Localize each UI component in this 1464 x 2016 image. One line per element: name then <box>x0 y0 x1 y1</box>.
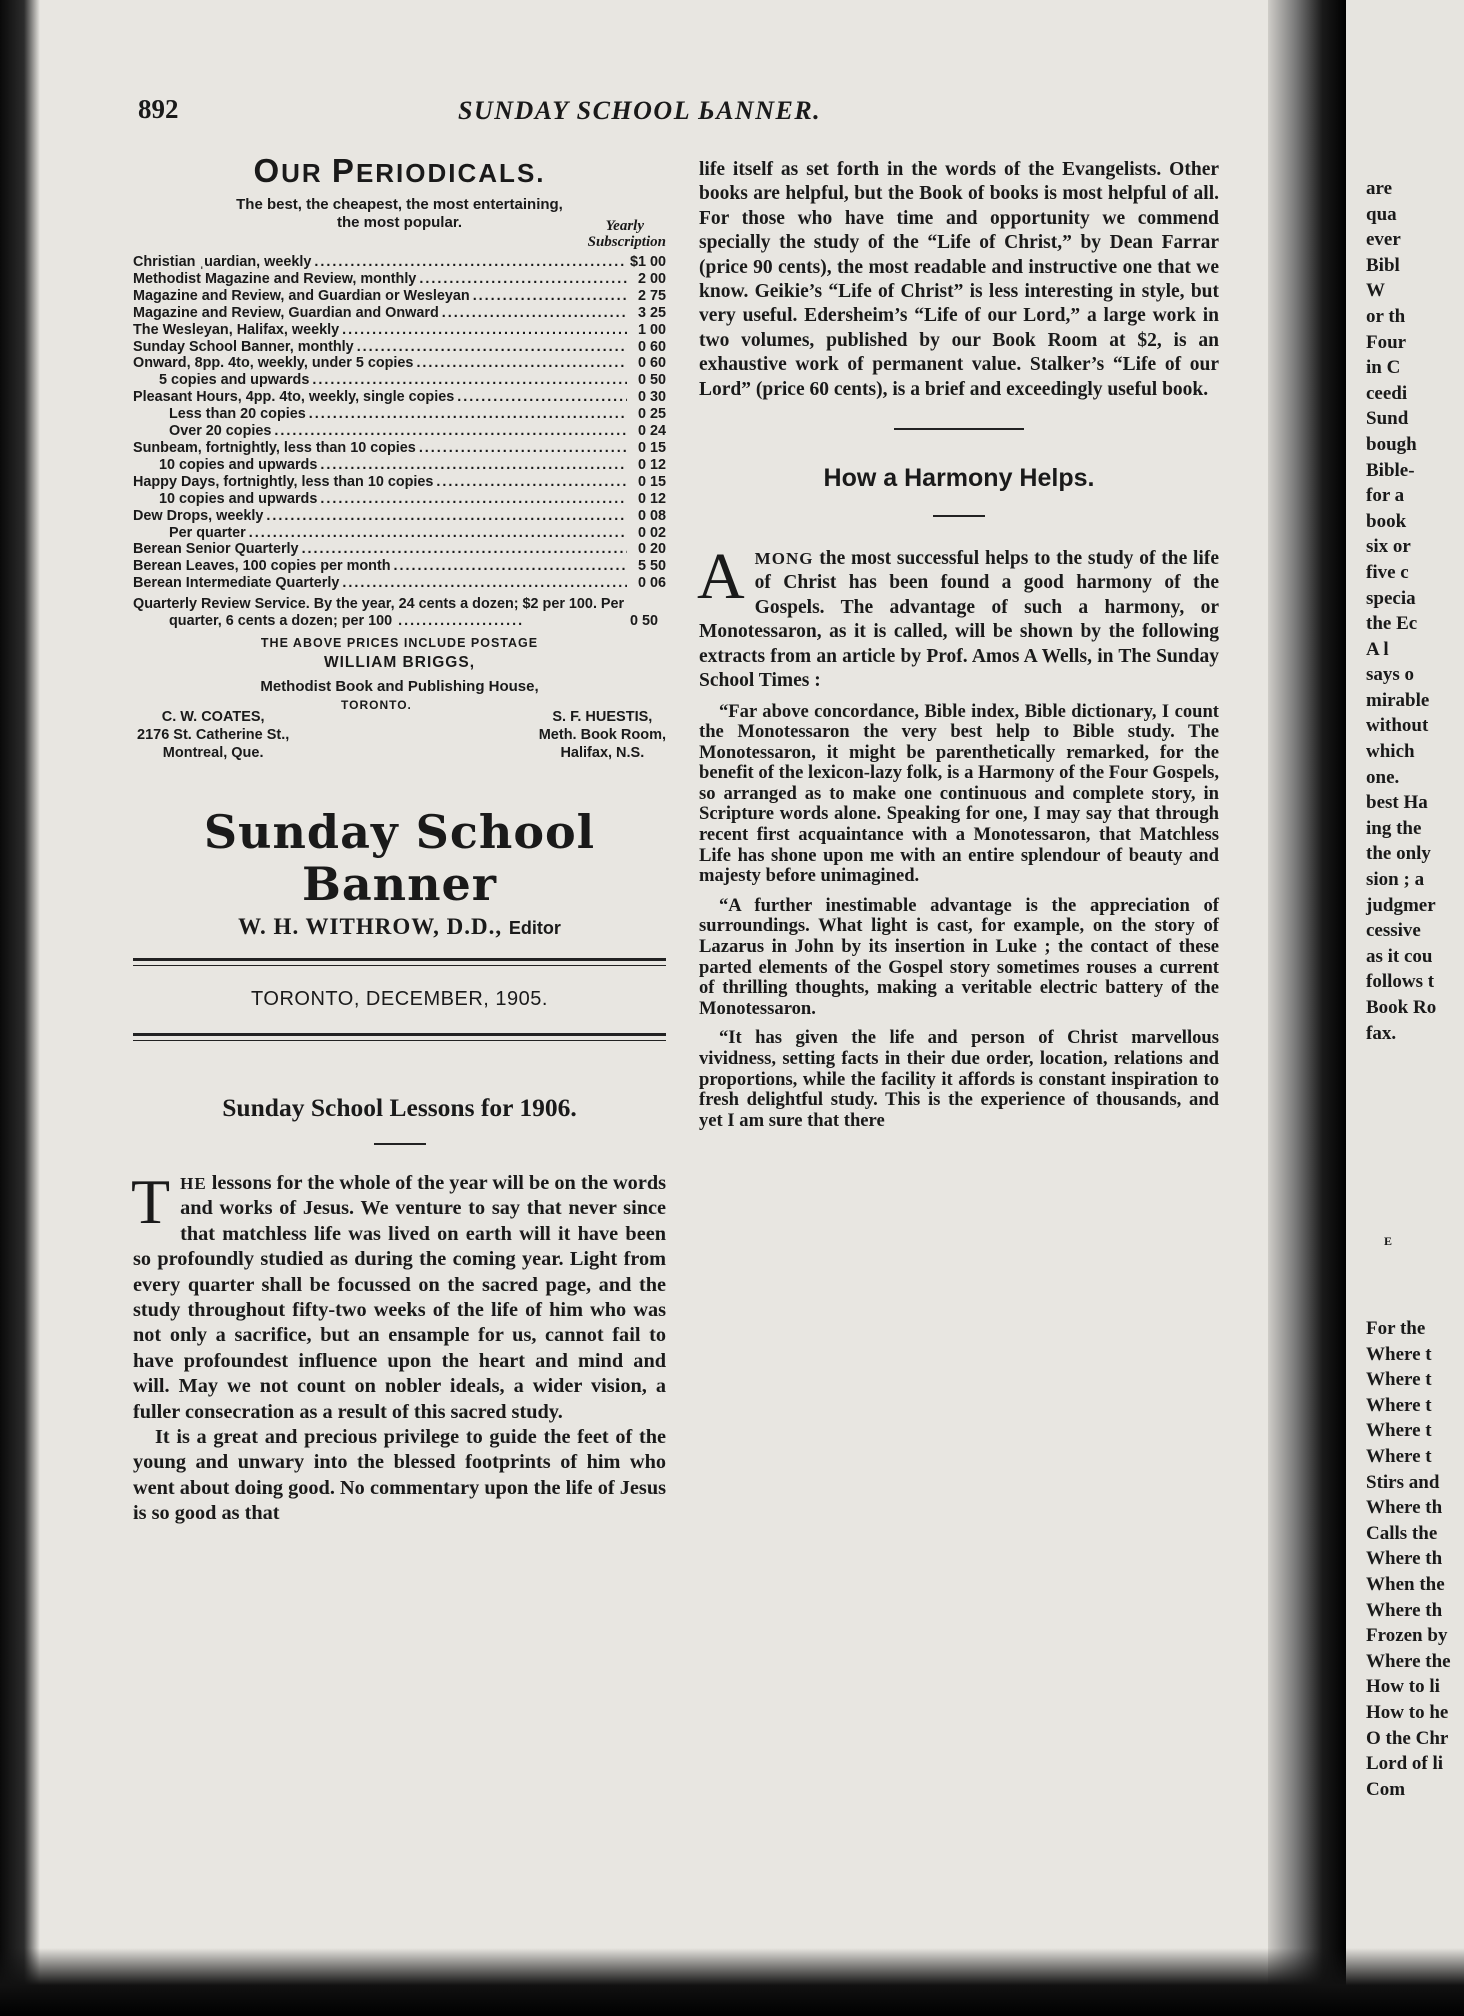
price-row <box>133 339 666 356</box>
price-row <box>133 305 666 322</box>
periodical-price: 0 30 <box>637 389 666 406</box>
next-page-line: or th <box>1366 305 1406 327</box>
next-page-line: mirable <box>1366 689 1430 711</box>
price-row <box>133 457 666 474</box>
periodical-price: 0 12 <box>637 490 666 507</box>
periodical-name: Over 20 copies <box>169 423 272 440</box>
harmony-lead-text: the most successful helps to the study of the life of Christ has been found a good harmony of the Gospels. The advantage of such a harmony, or Monotessaron, as it is called, will be shown by the following extracts from an article by Prof. Amos A Wells, in The Sunday School Times : <box>699 548 1219 692</box>
periodical-name: 10 copies and upwards <box>159 490 318 507</box>
leader-dots <box>312 372 627 389</box>
next-page-line: which <box>1366 741 1415 763</box>
city: TORONTO. <box>341 697 412 712</box>
leader-dots <box>274 423 627 440</box>
lessons-paragraph-2: It is a great and precious privilege to guide the feet of the young and unwary into the blessed footprints of him who went about doing good. No commentary upon the life of Jesus is so good as that <box>133 1426 666 1525</box>
short-rule <box>933 515 985 517</box>
periodical-name: Berean Senior Quarterly <box>133 541 299 558</box>
price-row <box>133 525 666 542</box>
quote-paragraph-2: “A further inestimable advantage is the appreciation of surroundings. What light is cast, for example, on the story of Lazarus in John by its insertion in Luke ; the contact of these parted elements of the Gospel story sometimes rouses a current of thrilling thoughts, making a veritable electric battery of the Monotessaron. <box>699 894 1219 1019</box>
leader-dots <box>302 541 627 558</box>
lead-first-word: MONG <box>754 549 814 569</box>
leader-dots <box>342 575 627 592</box>
leader-dots <box>357 339 627 356</box>
lessons-lead-paragraph <box>131 1165 666 1425</box>
next-page-line: best Ha <box>1366 792 1428 814</box>
double-rule-bottom <box>133 1033 666 1041</box>
next-page-line: Book Ro <box>1366 997 1437 1018</box>
next-page-line: the only <box>1366 843 1431 865</box>
leader-dots <box>457 389 627 406</box>
next-page-line: Where t <box>1366 1445 1432 1467</box>
next-page-line: fax. <box>1366 1022 1397 1044</box>
periodical-name: Berean Leaves, 100 copies per month <box>133 558 391 575</box>
next-page-line: ceedi <box>1366 382 1408 404</box>
next-page-upper-text <box>1366 176 1436 1046</box>
price-row <box>133 491 666 508</box>
agent-right-line1: S. F. HUESTIS, <box>552 708 653 725</box>
next-page-line: For the <box>1366 1318 1426 1339</box>
price-row <box>133 355 666 372</box>
next-page-line: Where t <box>1366 1394 1432 1416</box>
price-row <box>133 423 666 440</box>
periodical-price: 0 25 <box>637 406 666 423</box>
publishing-house: Methodist Book and Publishing House, <box>260 677 539 695</box>
periodical-name: Per quarter <box>169 524 246 541</box>
binding-gutter <box>1268 0 1346 2016</box>
periodical-price: 2 00 <box>637 270 666 287</box>
publisher-name: WILLIAM BRIGGS, <box>323 653 476 671</box>
agent-montreal <box>137 708 289 762</box>
periodicals-title-part1: UR <box>281 158 332 188</box>
next-page-line: ing the <box>1366 817 1422 839</box>
next-page-line: How to li <box>1366 1676 1440 1698</box>
next-page-line: judgmer <box>1366 894 1436 916</box>
leader-dots <box>320 491 627 508</box>
masthead-title: Sunday School Banner <box>203 804 596 911</box>
next-page-line: bough <box>1366 433 1417 455</box>
next-page-line: the Ec <box>1366 613 1418 635</box>
price-row <box>133 474 666 491</box>
right-column <box>699 158 1219 1131</box>
running-title: SUNDAY SCHOOL ЬANNER. <box>458 96 822 125</box>
running-head <box>138 94 878 134</box>
periodicals-subtitle-line1: The best, the cheapest, the most entertaining, <box>236 196 563 213</box>
scan-bottom-edge <box>0 1948 1464 2016</box>
lessons-body <box>133 1425 666 1527</box>
next-page-line: Frozen by <box>1366 1625 1448 1647</box>
quotations <box>699 702 1219 1132</box>
next-page-line: without <box>1366 715 1429 737</box>
price-row <box>133 508 666 525</box>
periodical-name: Sunday School Banner, monthly <box>133 338 354 355</box>
leader-dots <box>394 558 627 575</box>
periodical-price: 0 06 <box>637 575 666 592</box>
lead-first-word: HE <box>180 1173 207 1193</box>
agent-left-line2: 2176 St. Catherine St., <box>137 726 290 743</box>
short-rule <box>894 428 1024 430</box>
periodicals-title <box>133 150 666 194</box>
continuation-text <box>699 158 1219 402</box>
agent-right-line3: Halifax, N.S. <box>560 744 645 761</box>
next-page-line: in C <box>1366 357 1401 379</box>
next-page-line: Four <box>1366 331 1407 353</box>
next-page-line: Where th <box>1366 1599 1443 1621</box>
next-page-line: six or <box>1366 536 1411 558</box>
dateline: TORONTO, DECEMBER, 1905. <box>251 987 548 1010</box>
leader-dots <box>473 288 627 305</box>
periodical-price: $1 00 <box>629 254 666 270</box>
periodicals-title-initial: O <box>253 152 282 189</box>
periodical-name: 10 copies and upwards <box>159 456 318 473</box>
next-page-lower-text <box>1366 1316 1451 1802</box>
periodical-price: 0 60 <box>637 338 666 355</box>
periodical-name: Less than 20 copies <box>169 406 306 423</box>
periodical-price: 0 15 <box>637 473 666 490</box>
periodical-price: 1 00 <box>637 321 666 338</box>
leader-dots <box>266 508 627 525</box>
price-row <box>133 254 666 271</box>
periodical-price: 0 50 <box>637 372 666 389</box>
lessons-lead-text: lessons for the whole of the year will be on the words and works of Jesus. We venture to say that never since that matchless life was lived on earth will it have been so profoundly studied as during the coming year. Light from every quarter shall be focussed on the sacred page, and the study throughout fifty-two weeks of the life of him who was not only a sacrifice, but an ensample for us, cannot fail to have profoundest influence upon the heart and mind and will. May we not count on nobler ideals, a wider vision, a fuller consecration as a result of this sacred study. <box>133 1171 666 1423</box>
periodicals-subtitle-line2: the most popular. <box>336 214 462 231</box>
price-row: Quarterly Review Service. By the year, 24 cents a dozen; $2 per 100. Per quarter, 6 cents a dozen; per 100 ..................... 0 50 <box>133 596 659 630</box>
leader-dots <box>419 271 627 288</box>
harmony-lead-paragraph <box>697 540 1219 693</box>
agent-right-line2: Meth. Book Room, <box>538 726 666 743</box>
periodical-name: Pleasant Hours, 4pp. 4to, weekly, single copies <box>133 389 455 406</box>
quarterly-review-entry <box>133 596 666 630</box>
harmony-heading: How a Harmony Helps. <box>823 464 1095 493</box>
periodical-price: 0 20 <box>637 541 666 558</box>
price-row <box>133 389 666 406</box>
next-page-line: Where t <box>1366 1343 1432 1365</box>
next-page-line: Stirs and <box>1366 1471 1440 1493</box>
next-page-line: Where t <box>1366 1420 1432 1442</box>
leader-dots <box>416 355 627 372</box>
next-page-line: Where th <box>1366 1497 1443 1519</box>
next-page-line: Calls the <box>1366 1522 1438 1544</box>
price-row <box>133 288 666 305</box>
next-page-line: Where the <box>1366 1650 1451 1672</box>
next-page-line: five c <box>1366 561 1409 583</box>
periodical-name: Christian ˌuardian, weekly <box>133 254 312 270</box>
next-page-line: as it cou <box>1366 945 1433 967</box>
price-list <box>133 254 666 592</box>
price-row <box>133 406 666 423</box>
periodical-name: Magazine and Review, and Guardian or Wesleyan <box>133 287 470 304</box>
periodicals-title-part2: ERIODICALS. <box>355 158 546 188</box>
periodical-price: 5 50 <box>637 558 666 575</box>
next-page-line: ever <box>1366 229 1401 251</box>
page-number: 892 <box>138 94 179 124</box>
masthead-editor <box>133 914 666 940</box>
next-page-line: Bibl <box>1366 254 1400 276</box>
dropcap-a: A <box>697 540 745 614</box>
periodical-name: Onward, 8pp. 4to, weekly, under 5 copies <box>133 355 414 372</box>
next-page-line: are <box>1366 178 1393 199</box>
periodical-name: Dew Drops, weekly <box>133 507 264 524</box>
postage-note: THE ABOVE PRICES INCLUDE POSTAGE <box>260 635 539 650</box>
next-page-line: Where t <box>1366 1369 1432 1391</box>
leader-dots <box>249 525 627 542</box>
agents-block <box>133 696 666 762</box>
next-page-line: W <box>1366 280 1385 302</box>
periodical-price: 0 02 <box>637 524 666 541</box>
price-row <box>133 372 666 389</box>
quote-paragraph-1: “Far above concordance, Bible index, Bible dictionary, I count the Monotessaron the very best help to Bible study. The Monotessaron, it might be parenthetically remarked, for the benefit of the lexicon-lazy folk, is a Harmony of the Four Gospels, so arranged as to make one continuous and complete story, in Scripture words alone. Speaking for one, I may say that through recent first acquaintance with a Monotessaron, that Matchless Life has shone upon me with an entire splendour of beauty and majesty before unimagined. <box>699 700 1219 887</box>
agent-left-line3: Montreal, Que. <box>162 744 264 761</box>
next-page-line: When the <box>1366 1573 1445 1595</box>
quote-block <box>699 702 1219 1132</box>
agent-halifax <box>539 708 666 762</box>
next-page-line: follows t <box>1366 971 1435 993</box>
periodical-price: 3 25 <box>637 304 666 321</box>
leader-dots <box>419 440 627 457</box>
next-page-line: says o <box>1366 664 1415 686</box>
periodical-name: Magazine and Review, Guardian and Onward <box>133 304 439 321</box>
leader-dots <box>342 322 627 339</box>
continuation-paragraph: life itself as set forth in the words of the Evangelists. Other books are helpful, but the Book of books is most helpful of all. For those who have time and opportunity we commend specially the study of the “Life of Christ,” by Dean Farrar (price 90 cents), the most readable and instructive one that we know. Geikie’s “Life of Christ” is less interesting in style, but very useful. Edersheim’s “Life of our Lord,” a large work in two volumes, published by our Book Room at $2, is an exhaustive work of permanent value. Stalker’s “Life of our Lord” (price 60 cents), is a brief and exceedingly useful book. <box>699 159 1219 400</box>
quarterly-review-text: Quarterly Review Service. By the year, 24 cents a dozen; $2 per 100. Per quarter, 6 cents a dozen; per 100 <box>133 596 625 630</box>
periodical-price: 0 12 <box>637 456 666 473</box>
next-page-line: Sund <box>1366 408 1409 430</box>
double-rule-top <box>133 958 666 966</box>
editor-label: Editor <box>508 917 561 938</box>
left-column <box>133 150 666 1527</box>
periodical-name: Happy Days, fortnightly, less than 10 copies <box>133 473 434 490</box>
next-page-line: Where th <box>1366 1548 1443 1570</box>
leader-dots <box>320 457 627 474</box>
price-row <box>133 271 666 288</box>
next-page-line: sion ; a <box>1366 869 1425 891</box>
next-page-line: O the Chr <box>1366 1727 1449 1749</box>
next-page-fragment: E <box>1384 1234 1394 1248</box>
next-page-line: How to he <box>1366 1701 1449 1723</box>
short-rule <box>374 1143 426 1145</box>
periodical-price: 0 60 <box>637 355 666 372</box>
price-row <box>133 558 666 575</box>
leader-dots <box>436 474 627 491</box>
periodical-price: 2 75 <box>637 287 666 304</box>
next-page-line: Lord of li <box>1366 1753 1444 1775</box>
next-page-line: one. <box>1366 766 1400 788</box>
periodical-name: Methodist Magazine and Review, monthly <box>133 270 417 287</box>
periodical-name: Berean Intermediate Quarterly <box>133 575 340 592</box>
agent-left-line1: C. W. COATES, <box>161 708 265 725</box>
subscription-label: Subscription <box>587 234 666 250</box>
price-row <box>133 575 666 592</box>
price-row <box>133 440 666 457</box>
quote-paragraph-3: “It has given the life and person of Christ marvellous vividness, setting facts in their due order, location, relations and proportions, while the facility it affords is constant inspiration to fresh delightful study. This is the experience of thousands, and yet I am sure that there <box>699 1027 1219 1131</box>
leader-dots <box>442 305 627 322</box>
next-page-edge <box>1346 0 1464 2016</box>
periodical-price: 0 15 <box>637 439 666 456</box>
leader-dots <box>309 406 627 423</box>
periodical-name: 5 copies and upwards <box>159 372 310 389</box>
periodical-name: The Wesleyan, Halifax, weekly <box>133 321 340 338</box>
next-page-line: book <box>1366 510 1407 532</box>
next-page-line: for a <box>1366 485 1405 507</box>
next-page-line: qua <box>1366 203 1397 225</box>
periodical-price: 0 24 <box>637 423 666 440</box>
next-page-line: Bible- <box>1366 459 1415 481</box>
next-page-line: specia <box>1366 587 1416 609</box>
next-page-line: cessive <box>1366 920 1421 942</box>
price-row <box>133 541 666 558</box>
next-page-line: Com <box>1366 1778 1406 1800</box>
editor-name: W. H. WITHROW, D.D., <box>238 913 503 939</box>
periodical-price: 0 08 <box>637 507 666 524</box>
periodicals-title-initial-p: P <box>331 152 356 189</box>
next-page-line: A l <box>1366 638 1389 660</box>
yearly-label: Yearly <box>605 218 644 234</box>
lessons-heading: Sunday School Lessons for 1906. <box>222 1092 577 1122</box>
price-row <box>133 322 666 339</box>
leader-dots <box>314 254 627 271</box>
periodical-name: Sunbeam, fortnightly, less than 10 copies <box>133 439 416 456</box>
dropcap-t: T <box>131 1165 171 1237</box>
